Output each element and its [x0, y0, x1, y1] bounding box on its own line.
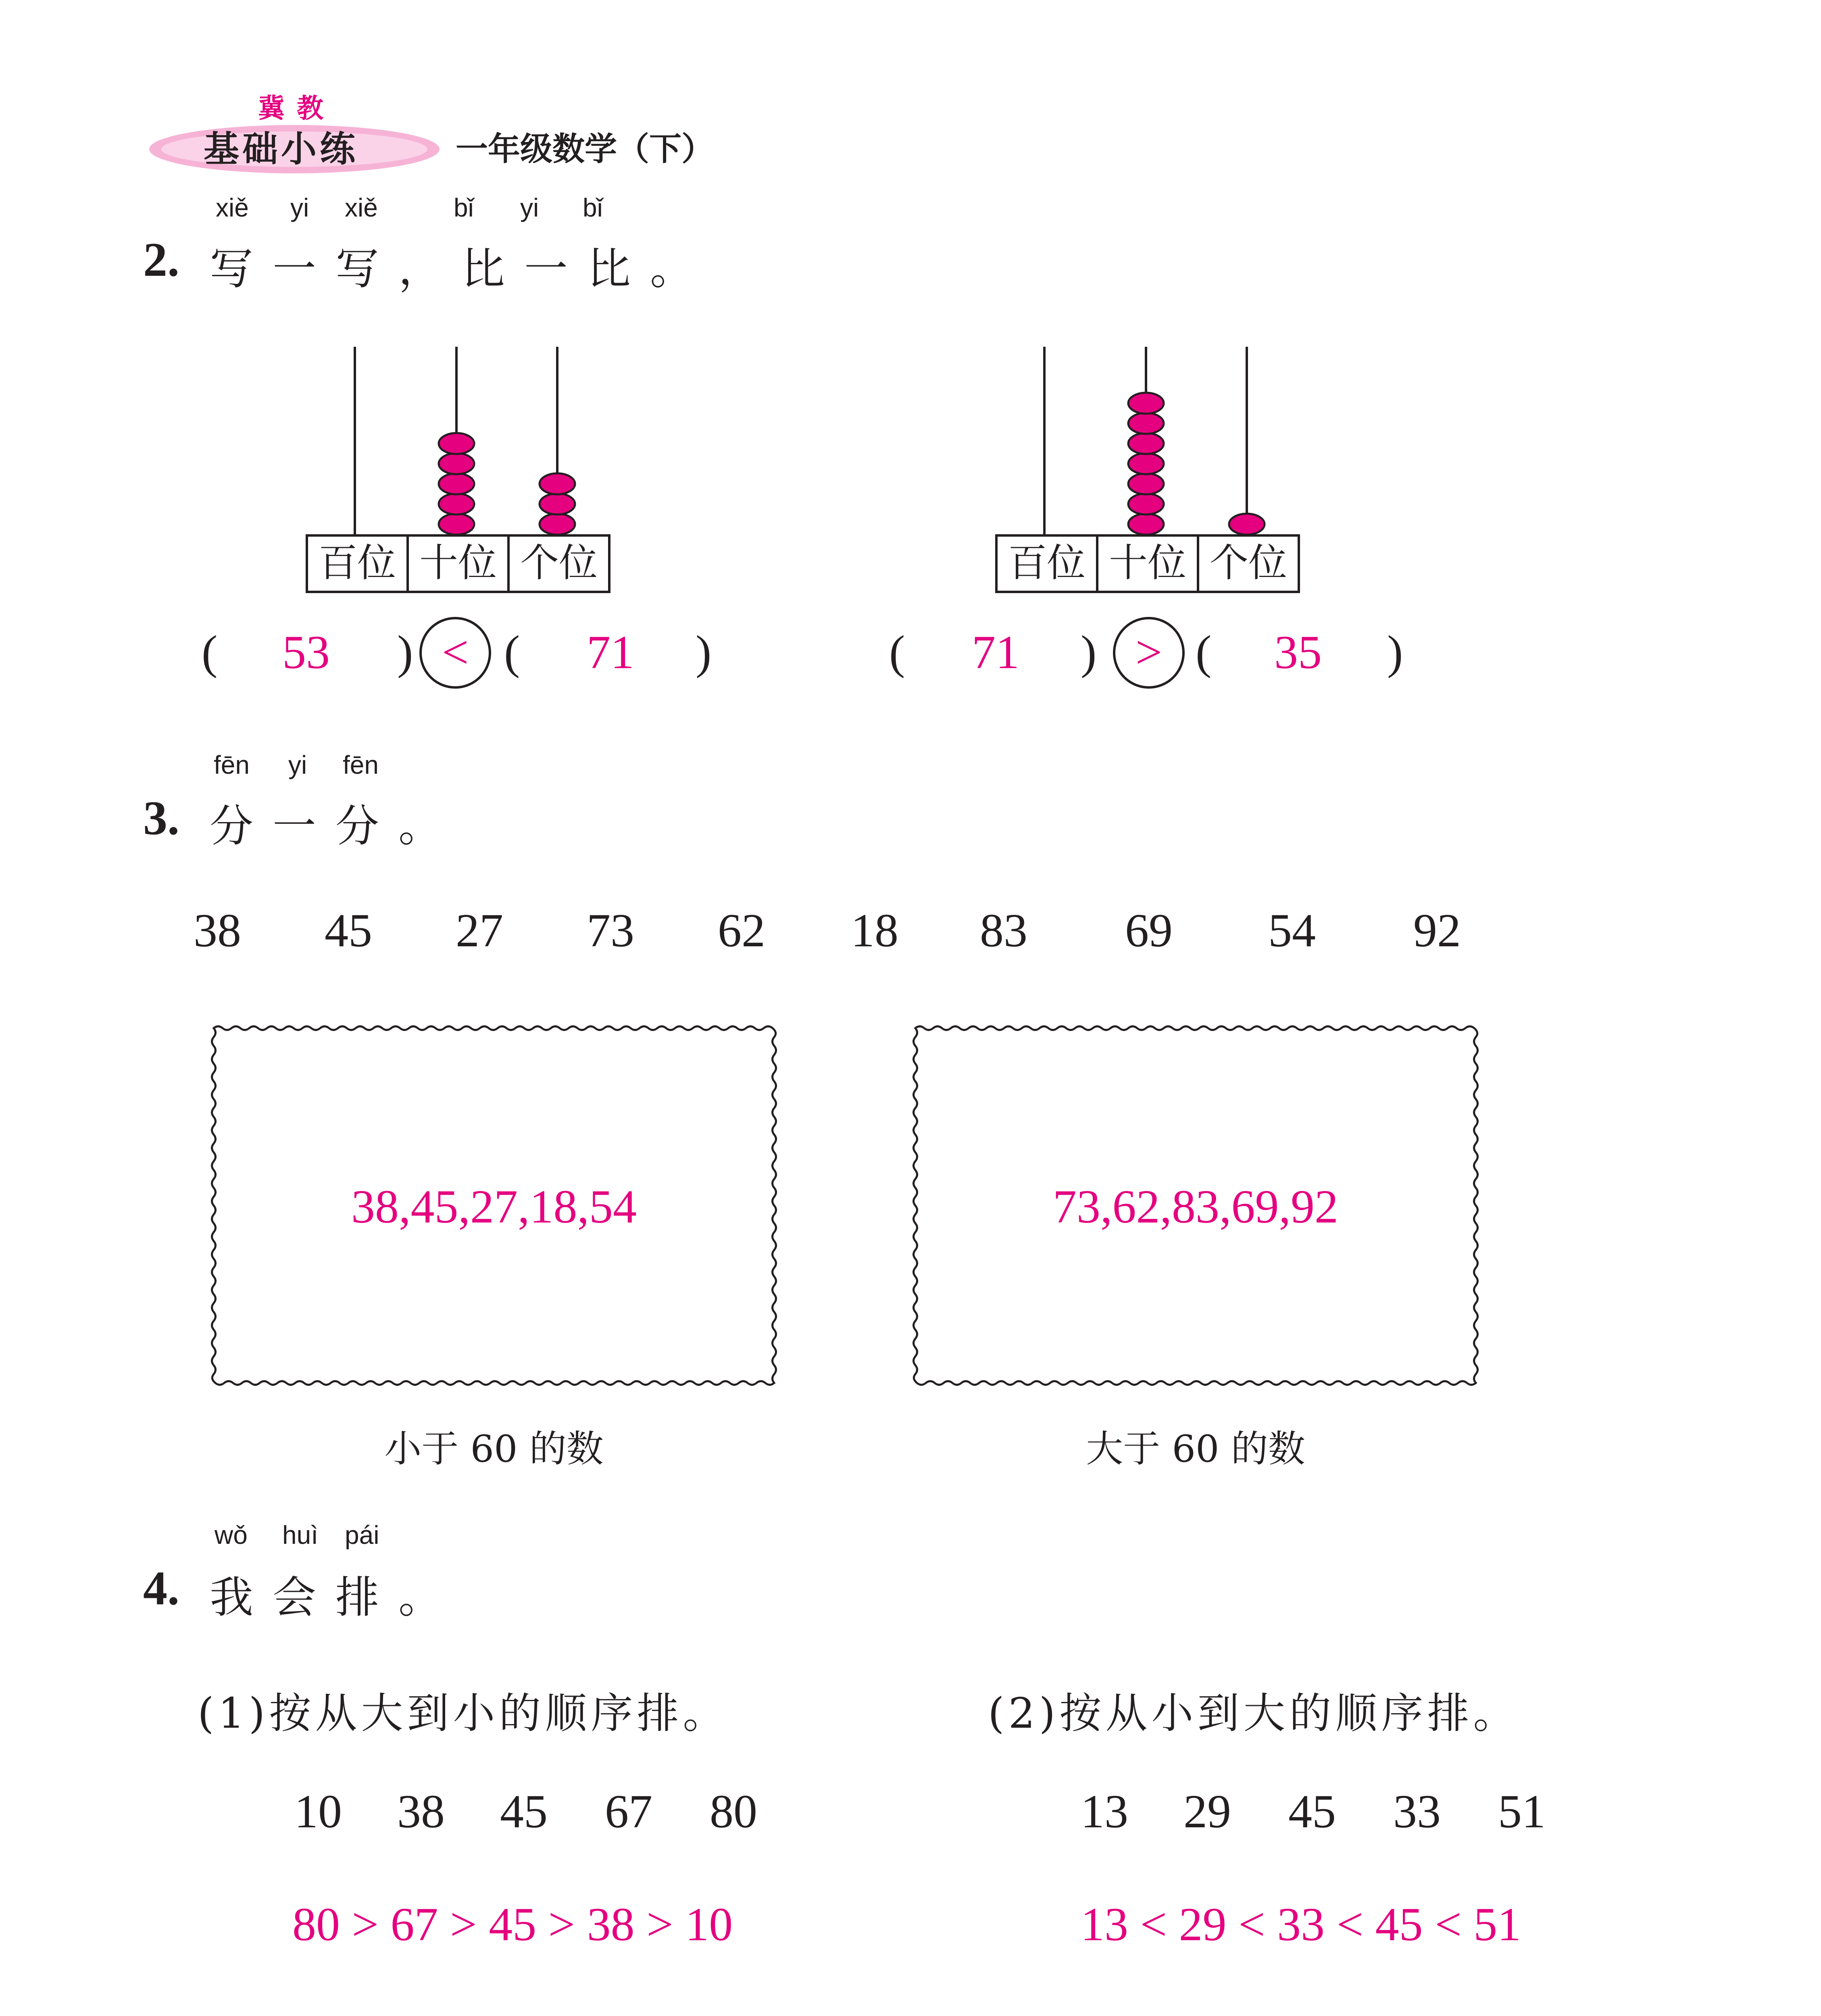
- q4-part1-number: 67: [605, 1785, 652, 1838]
- abacus-bead: [439, 514, 474, 535]
- q2-pinyin-4: yi: [520, 193, 539, 222]
- abacus-bead: [1128, 413, 1164, 434]
- compare-left-sign: <: [442, 626, 469, 679]
- q4-pinyin-2: pái: [345, 1520, 379, 1549]
- q3-number-item: 69: [1125, 904, 1173, 957]
- q3-number-item: 73: [587, 904, 634, 957]
- compare-left-open2: (: [504, 626, 520, 679]
- compare-right-close: ): [1081, 626, 1097, 679]
- abacus-left: [298, 343, 613, 536]
- abacus-bead: [1128, 514, 1164, 535]
- q4-part2-number: 29: [1183, 1785, 1231, 1838]
- compare-right-sign: >: [1135, 626, 1163, 679]
- q3-title: 分一分。: [210, 801, 462, 852]
- sort-box-right-answer: 73,62,83,69,92: [1053, 1180, 1338, 1233]
- place-value-box-left: [306, 534, 610, 593]
- q4-part1-number: 38: [397, 1785, 445, 1838]
- abacus-bead: [540, 514, 575, 535]
- compare-right-open2: (: [1196, 626, 1212, 679]
- abacus-right: [988, 343, 1302, 536]
- q2-pinyin-0: xiě: [216, 193, 249, 222]
- label-ones: 个位: [520, 540, 598, 585]
- q4-number: 4.: [143, 1561, 179, 1615]
- compare-right-b: 35: [1274, 626, 1322, 679]
- abacus-bead: [1128, 453, 1164, 474]
- compare-left-a: 53: [282, 626, 330, 679]
- abacus-bead: [540, 473, 575, 494]
- q4-part2-label: (2)按从小到大的顺序排。: [988, 1689, 1519, 1738]
- q2-pinyin-3: bǐ: [454, 193, 474, 222]
- q4-pinyin-0: wǒ: [215, 1520, 248, 1549]
- q3-number-item: 38: [194, 904, 241, 957]
- label-tens: 十位: [1098, 537, 1199, 591]
- q3-number-item: 54: [1268, 904, 1316, 957]
- q3-number-item: 62: [718, 904, 765, 957]
- place-value-box-right: [995, 534, 1300, 593]
- q4-part2-number: 45: [1288, 1785, 1336, 1838]
- compare-left-b: 71: [587, 626, 634, 679]
- q4-part1-number: 45: [500, 1785, 548, 1838]
- label-tens: 十位: [409, 537, 510, 591]
- abacus-bead: [439, 453, 474, 474]
- q2-pinyin-2: xiě: [345, 193, 378, 222]
- abacus-bead: [1229, 514, 1265, 535]
- sort-box-left-caption: 小于 60 的数: [384, 1427, 604, 1470]
- q2-title: 写一写，比一比。: [210, 244, 713, 294]
- q2-number: 2.: [143, 233, 179, 286]
- label-hundreds: 百位: [308, 537, 409, 591]
- q3-number-item: 27: [456, 904, 503, 957]
- compare-left-close2: ): [696, 626, 712, 679]
- label-hundreds: 百位: [998, 537, 1098, 591]
- header-subtitle: 一年级数学（下）: [456, 130, 714, 168]
- sort-box-left-answer: 38,45,27,18,54: [351, 1180, 637, 1233]
- abacus-bead: [1128, 494, 1164, 514]
- q4-pinyin-1: huì: [282, 1520, 318, 1549]
- compare-right-close2: ): [1387, 626, 1403, 679]
- brand-top: 冀教: [258, 92, 335, 124]
- q4-part1-number: 80: [710, 1785, 757, 1838]
- brand-main: 基础小练: [204, 128, 359, 170]
- label-ones: 个位: [1210, 540, 1287, 585]
- abacus-bead: [1128, 393, 1164, 414]
- abacus-bead: [540, 494, 575, 514]
- abacus-bead: [439, 473, 474, 494]
- q3-number-item: 18: [851, 904, 898, 957]
- abacus-bead: [1128, 473, 1164, 494]
- abacus-bead: [439, 494, 474, 514]
- q4-part2-number: 51: [1498, 1785, 1546, 1838]
- compare-right-open: (: [889, 626, 905, 679]
- abacus-bead: [1128, 433, 1164, 454]
- q3-number-item: 45: [325, 904, 372, 957]
- q3-pinyin-1: yi: [288, 750, 307, 779]
- q3-number-item: 92: [1413, 904, 1461, 957]
- q4-part1-number: 10: [294, 1785, 342, 1838]
- q4-part1-answer: 80 > 67 > 45 > 38 > 10: [292, 1898, 733, 1951]
- compare-left-close: ): [397, 626, 413, 679]
- sort-box-right-caption: 大于 60 的数: [1086, 1427, 1305, 1470]
- q4-part2-answer: 13 < 29 < 33 < 45 < 51: [1081, 1898, 1521, 1951]
- q3-number-item: 83: [980, 904, 1027, 957]
- compare-right-a: 71: [972, 626, 1019, 679]
- compare-left-open: (: [202, 626, 218, 679]
- q4-title: 我会排。: [210, 1572, 462, 1623]
- q3-number: 3.: [143, 791, 179, 845]
- q2-pinyin-5: bǐ: [583, 193, 603, 222]
- q3-pinyin-2: fēn: [343, 750, 379, 779]
- q4-part1-label: (1)按从大到小的顺序排。: [198, 1689, 729, 1738]
- q3-pinyin-0: fēn: [214, 750, 250, 779]
- abacus-bead: [439, 433, 474, 454]
- q2-pinyin-1: yi: [290, 193, 309, 222]
- q4-part2-number: 13: [1081, 1785, 1128, 1838]
- q4-part2-number: 33: [1393, 1785, 1441, 1838]
